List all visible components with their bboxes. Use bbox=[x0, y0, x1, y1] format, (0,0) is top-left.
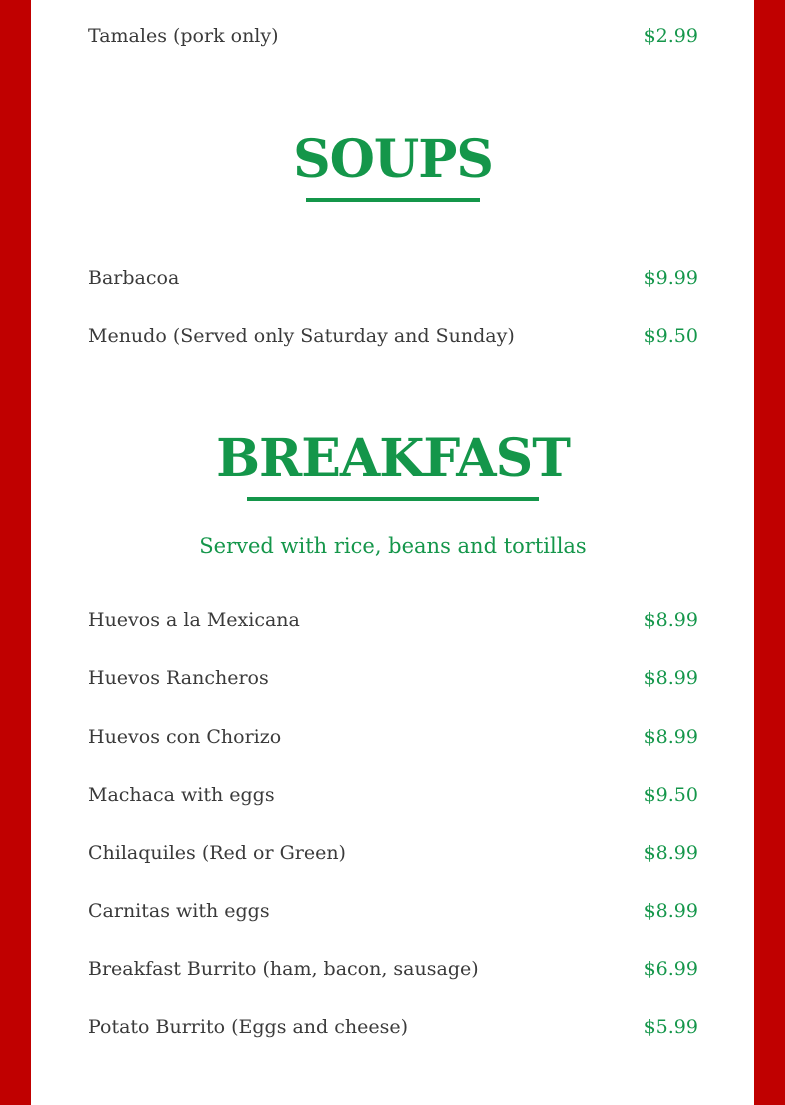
menu-item-row bbox=[88, 1015, 698, 1039]
menu-item-name: Tamales (pork only) bbox=[88, 25, 279, 47]
menu-item-name: Huevos Rancheros bbox=[88, 667, 269, 689]
menu-item-row bbox=[88, 266, 698, 290]
menu-item-row bbox=[88, 24, 698, 48]
menu-item-price: $2.99 bbox=[643, 25, 698, 47]
menu-item-row bbox=[88, 899, 698, 923]
menu-item-price: $8.99 bbox=[643, 900, 698, 922]
menu-item-price: $9.99 bbox=[643, 267, 698, 289]
menu-item-row bbox=[88, 725, 698, 749]
menu-item-name: Breakfast Burrito (ham, bacon, sausage) bbox=[88, 958, 479, 980]
menu-item-row bbox=[88, 783, 698, 807]
section-title-underline bbox=[306, 198, 480, 202]
menu-page bbox=[31, 0, 754, 1105]
menu-item-name: Huevos a la Mexicana bbox=[88, 609, 300, 631]
menu-item-price: $8.99 bbox=[643, 667, 698, 689]
menu-item-name: Carnitas with eggs bbox=[88, 900, 270, 922]
menu-item-row bbox=[88, 324, 698, 348]
section-title: SOUPS bbox=[293, 129, 493, 190]
menu-item-name: Barbacoa bbox=[88, 267, 180, 289]
menu-item-name: Huevos con Chorizo bbox=[88, 726, 282, 748]
menu-item-price: $9.50 bbox=[643, 784, 698, 806]
menu-item-row bbox=[88, 666, 698, 690]
menu-item-price: $8.99 bbox=[643, 842, 698, 864]
menu-item-price: $5.99 bbox=[643, 1016, 698, 1038]
menu-item-price: $8.99 bbox=[643, 609, 698, 631]
section-title-underline bbox=[247, 497, 539, 501]
menu-item-row bbox=[88, 841, 698, 865]
section-title: BREAKFAST bbox=[216, 428, 570, 489]
menu-item-row bbox=[88, 608, 698, 632]
menu-item-name: Menudo (Served only Saturday and Sunday) bbox=[88, 325, 515, 347]
menu-item-name: Machaca with eggs bbox=[88, 784, 275, 806]
menu-item-price: $9.50 bbox=[643, 325, 698, 347]
menu-item-price: $6.99 bbox=[643, 958, 698, 980]
menu-item-price: $8.99 bbox=[643, 726, 698, 748]
menu-item-name: Chilaquiles (Red or Green) bbox=[88, 842, 346, 864]
section-subtitle: Served with rice, beans and tortillas bbox=[199, 534, 587, 558]
menu-item-row bbox=[88, 957, 698, 981]
menu-item-name: Potato Burrito (Eggs and cheese) bbox=[88, 1016, 409, 1038]
